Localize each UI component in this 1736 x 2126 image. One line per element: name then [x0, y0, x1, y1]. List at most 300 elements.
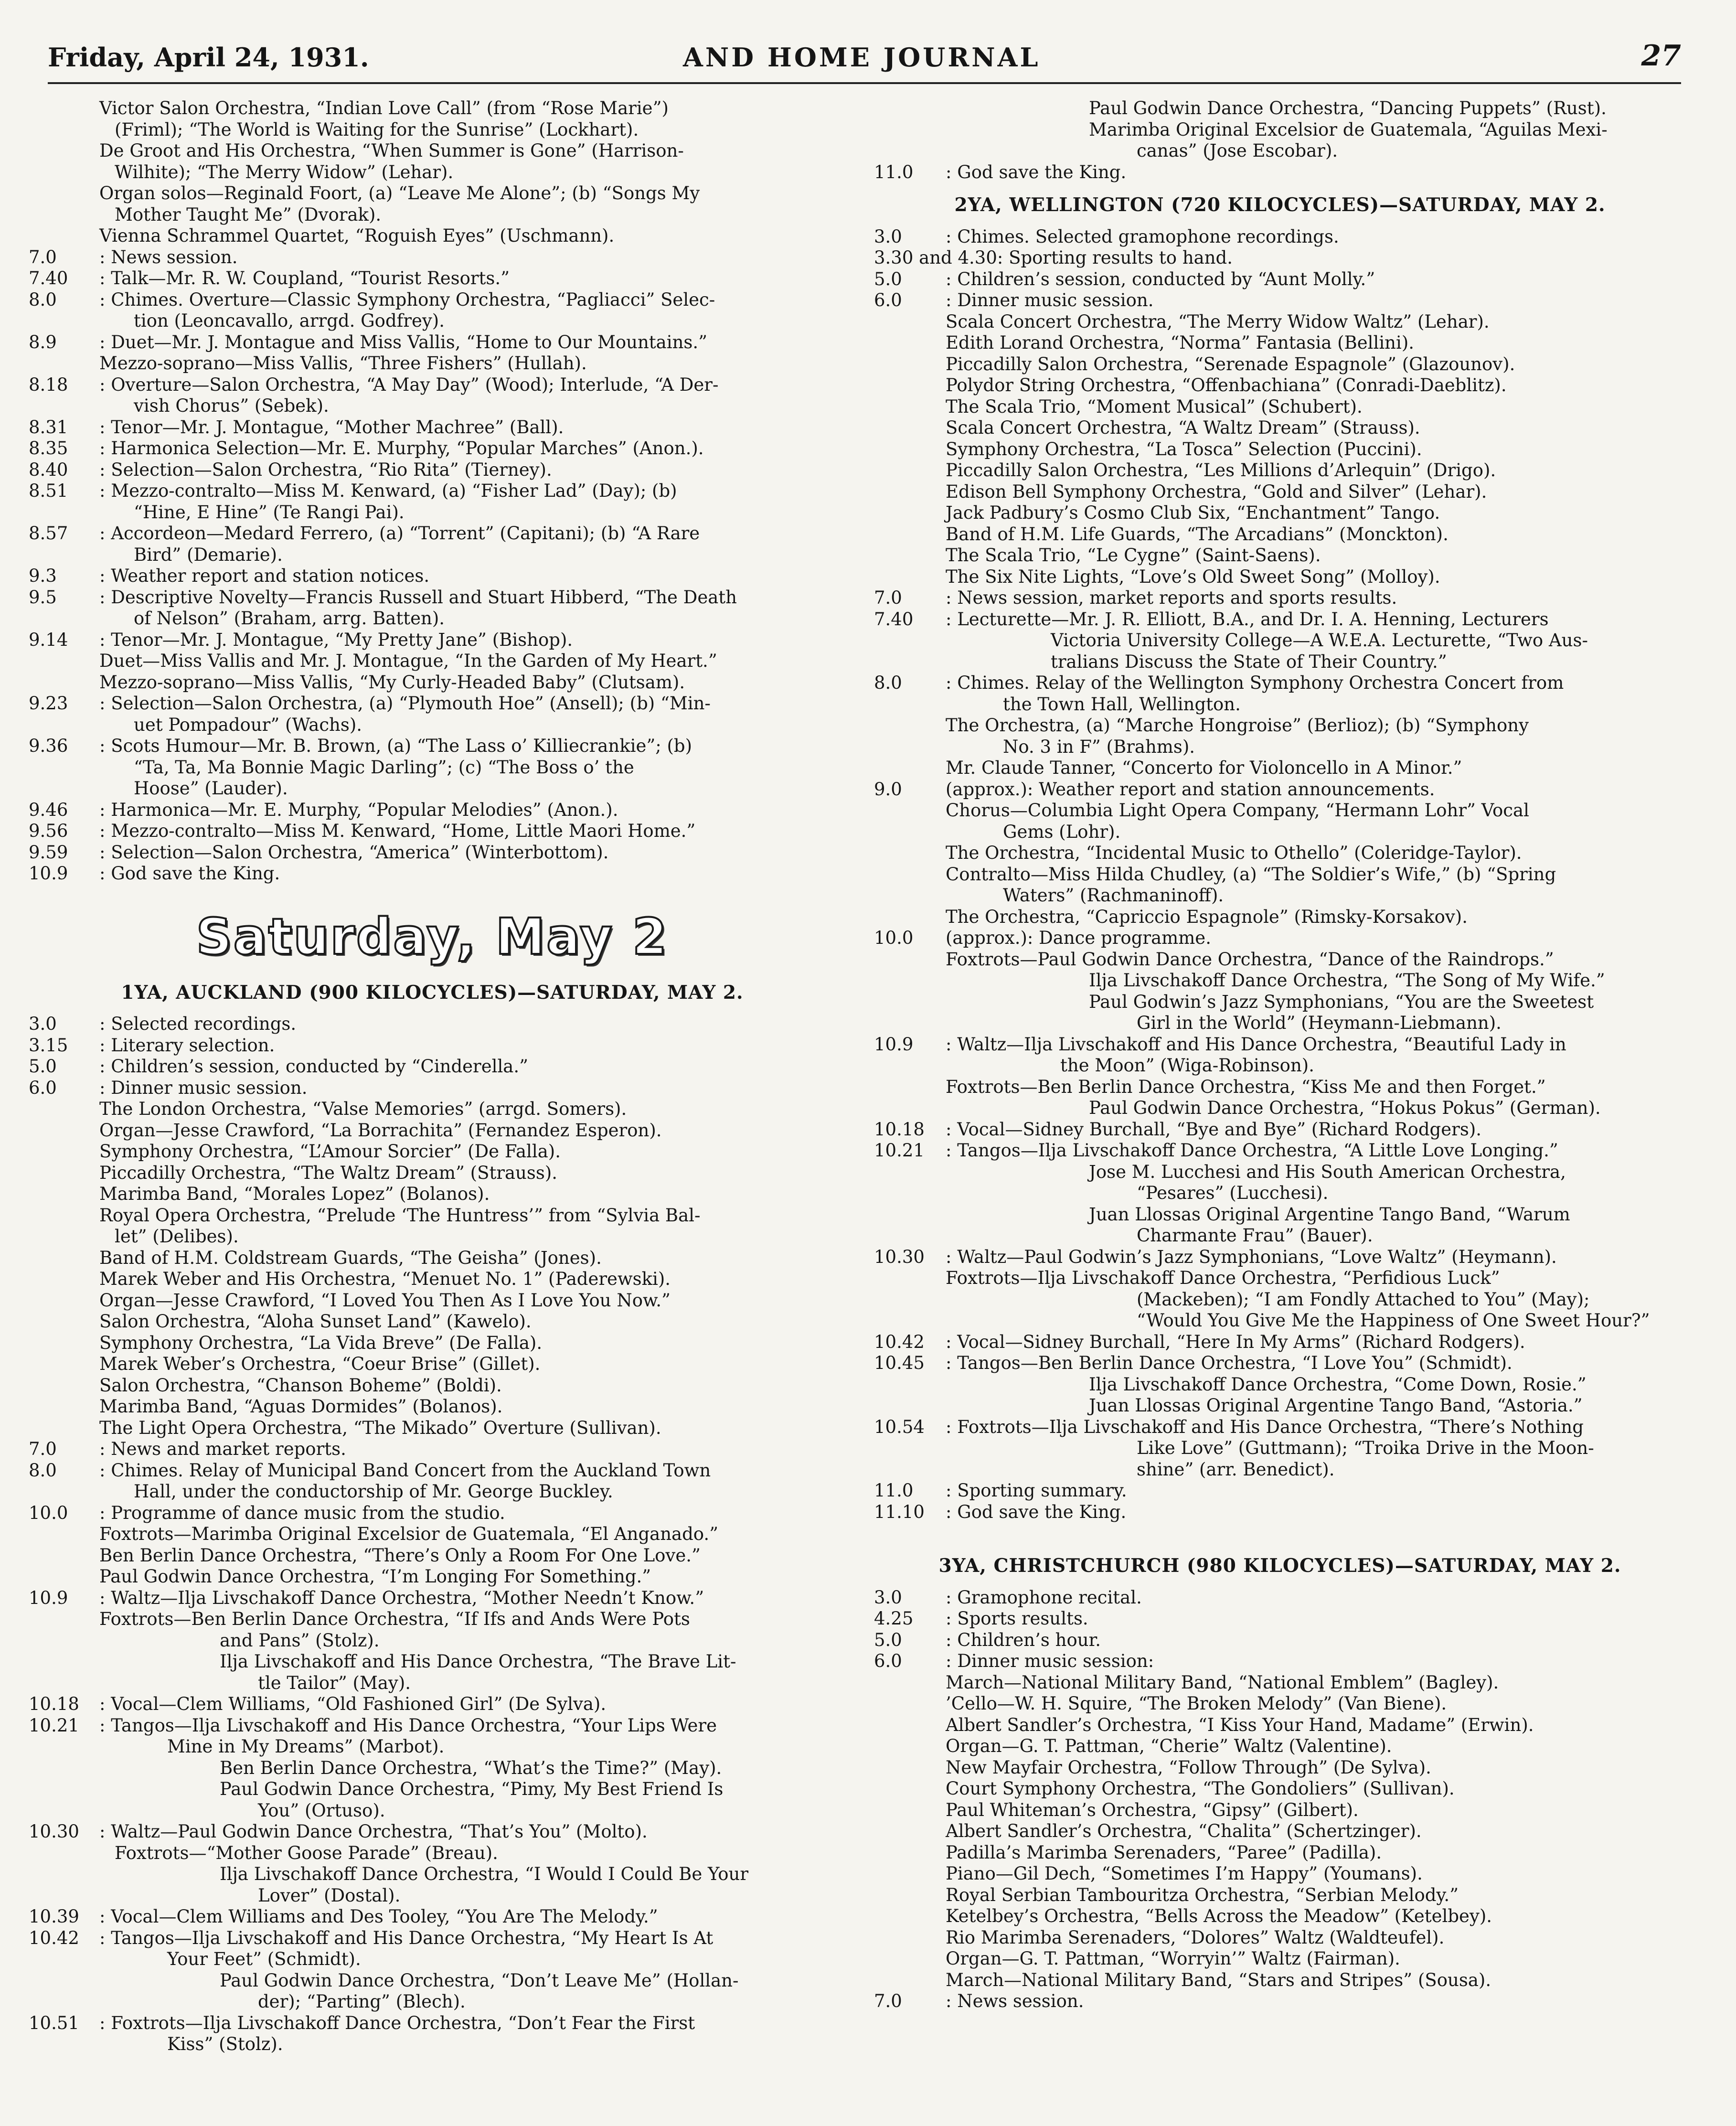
journal-title: AND HOME JOURNAL	[683, 42, 1041, 73]
programme-text: : Harmonica—Mr. E. Murphy, “Popular Melodies” (Anon.).	[99, 799, 618, 820]
programme-text: : Gramophone recital.	[946, 1587, 1142, 1608]
programme-text: March—National Military Band, “National Emblem” (Bagley).	[946, 1672, 1499, 1693]
programme-text: Ketelbey’s Orchestra, “Bells Across the Meadow” (Ketelbey).	[946, 1906, 1492, 1926]
programme-text: : Tangos—Ilja Livschakoff Dance Orchestra, “A Little Love Longing.”	[946, 1140, 1558, 1161]
programme-line	[874, 673, 1686, 694]
programme-time: 9.3	[29, 566, 57, 586]
section-gap	[874, 1523, 1686, 1544]
programme-text: The Scala Trio, “Moment Musical” (Schubert).	[946, 396, 1363, 417]
programme-time: 5.0	[29, 1056, 57, 1077]
programme-line	[29, 1311, 836, 1333]
programme-line	[874, 864, 1686, 886]
day-heading: Saturday, May 2	[196, 907, 669, 966]
programme-text: “Hine, E Hine” (Te Rangi Pai).	[134, 502, 405, 523]
programme-line	[29, 672, 836, 694]
programme-line	[29, 1609, 836, 1630]
programme-text: Paul Whiteman’s Orchestra, “Gipsy” (Gilbert).	[946, 1799, 1359, 1820]
page-number: 27	[1641, 39, 1681, 73]
programme-text: Foxtrots—“Mother Goose Parade” (Breau).	[115, 1842, 498, 1863]
programme-line	[29, 2034, 836, 2055]
programme-text: (approx.): Dance programme.	[946, 928, 1211, 948]
programme-text: Charmante Frau” (Bauer).	[1137, 1225, 1373, 1246]
programme-time: 11.0	[874, 161, 914, 182]
christchurch-listing	[874, 1587, 1686, 2012]
programme-text: Edison Bell Symphony Orchestra, “Gold and Silver” (Lehar).	[946, 481, 1487, 502]
programme-line	[874, 396, 1686, 418]
programme-text: : Sports results.	[946, 1608, 1088, 1629]
programme-line	[29, 1099, 836, 1120]
programme-time: 9.5	[29, 587, 57, 608]
programme-text: Hoose” (Lauder).	[134, 778, 288, 799]
programme-text: Royal Serbian Tambouritza Orchestra, “Serbian Melody.”	[946, 1884, 1459, 1905]
programme-line	[874, 609, 1686, 630]
programme-text: The Orchestra, (a) “Marche Hongroise” (Berlioz); (b) “Symphony	[946, 715, 1529, 736]
programme-line	[874, 1672, 1686, 1694]
programme-text: Symphony Orchestra, “La Tosca” Selection (Puccini).	[946, 438, 1422, 459]
programme-text: Paul Godwin Dance Orchestra, “Hokus Pokus” (German).	[1089, 1098, 1601, 1118]
programme-line	[874, 1225, 1686, 1247]
programme-text: Your Feet” (Schmidt).	[167, 1949, 361, 1969]
programme-line	[29, 1418, 836, 1439]
programme-text: : Selected recordings.	[99, 1014, 297, 1034]
programme-text: : Vocal—Sidney Burchall, “Bye and Bye” (Richard Rodgers).	[946, 1119, 1482, 1140]
programme-line	[29, 417, 836, 438]
programme-text: Organ—G. T. Pattman, “Worryin’” Waltz (Fairman).	[946, 1948, 1400, 1969]
programme-line	[29, 1078, 836, 1099]
programme-time: 8.0	[29, 289, 57, 310]
programme-text: : News session.	[99, 246, 238, 267]
programme-text: Like Love” (Guttmann); “Troika Drive in the Moon-	[1137, 1438, 1594, 1458]
programme-text: Rio Marimba Serenaders, “Dolores” Waltz (Waldteufel).	[946, 1927, 1445, 1948]
programme-text: Hall, under the conductorship of Mr. George Buckley.	[134, 1481, 613, 1502]
programme-time: 10.0	[874, 928, 914, 948]
programme-line	[874, 140, 1686, 162]
programme-line	[29, 395, 836, 417]
programme-text: Polydor String Orchestra, “Offenbachiana” (Conradi-Daeblitz).	[946, 375, 1507, 395]
programme-time: 10.30	[874, 1246, 925, 1267]
programme-line	[874, 1395, 1686, 1417]
programme-line	[29, 1800, 836, 1822]
programme-text: : Children’s session, conducted by “Cinderella.”	[99, 1056, 529, 1077]
programme-text: Albert Sandler’s Orchestra, “I Kiss Your Hand, Madame” (Erwin).	[946, 1714, 1534, 1735]
wellington-listing	[874, 226, 1686, 1523]
programme-line	[29, 1651, 836, 1673]
programme-text: : Dinner music session:	[946, 1651, 1154, 1671]
programme-text: Edith Lorand Orchestra, “Norma” Fantasia (Bellini).	[946, 332, 1415, 353]
programme-line	[874, 800, 1686, 822]
programme-line	[29, 1970, 836, 1992]
programme-text: canas” (Jose Escobar).	[1137, 140, 1338, 161]
programme-text: : Tenor—Mr. J. Montague, “My Pretty Jane” (Bishop).	[99, 629, 573, 650]
left-column	[29, 98, 836, 2055]
programme-line	[874, 694, 1686, 716]
programme-text: : Tangos—Ilja Livschakoff and His Dance Orchestra, “My Heart Is At	[99, 1927, 714, 1948]
programme-text: Scala Concert Orchestra, “The Merry Widow Waltz” (Lehar).	[946, 311, 1490, 332]
programme-text: Royal Opera Orchestra, “Prelude ‘The Huntress’” from “Sylvia Bal-	[99, 1205, 701, 1226]
programme-line	[874, 1438, 1686, 1459]
programme-text: : Duet—Mr. J. Montague and Miss Vallis, “Home to Our Mountains.”	[99, 331, 708, 353]
programme-time: 10.9	[874, 1034, 914, 1055]
programme-line	[874, 1289, 1686, 1311]
programme-line	[874, 98, 1686, 119]
programme-line	[29, 1630, 836, 1652]
programme-text: Marek Weber’s Orchestra, “Coeur Brise” (Gillet).	[99, 1354, 541, 1374]
programme-line	[29, 1821, 836, 1843]
programme-line	[874, 1587, 1686, 1609]
programme-text: Paul Godwin Dance Orchestra, “Dancing Puppets” (Rust).	[1089, 98, 1607, 118]
programme-text: Organ solos—Reginald Foort, (a) “Leave Me Alone”; (b) “Songs My	[99, 183, 700, 203]
programme-text: The Scala Trio, “Le Cygne” (Saint-Saens).	[946, 545, 1321, 566]
programme-line	[874, 1693, 1686, 1715]
programme-text: : God save the King.	[946, 1501, 1127, 1522]
programme-line	[29, 1906, 836, 1928]
programme-time: 7.0	[874, 1991, 902, 2011]
programme-line	[29, 1375, 836, 1397]
programme-line	[874, 247, 1686, 269]
programme-line	[874, 1055, 1686, 1077]
programme-time: 10.9	[29, 1587, 68, 1608]
programme-line	[29, 1588, 836, 1609]
programme-line	[874, 311, 1686, 333]
programme-line	[874, 907, 1686, 928]
programme-time: 8.40	[29, 459, 68, 480]
programme-text: Scala Concert Orchestra, “A Waltz Dream” (Strauss).	[946, 417, 1420, 438]
programme-text: Paul Godwin Dance Orchestra, “I’m Longing For Something.”	[99, 1566, 651, 1587]
programme-text: : Scots Humour—Mr. B. Brown, (a) “The Lass o’ Killiecrankie”; (b)	[99, 736, 692, 756]
programme-line	[874, 737, 1686, 758]
programme-time: 10.51	[29, 2012, 79, 2033]
programme-text: shine” (arr. Benedict).	[1137, 1459, 1335, 1480]
programme-text: (approx.): Weather report and station announcements.	[946, 779, 1435, 800]
programme-text: Marimba Band, “Morales Lopez” (Bolanos).	[99, 1184, 490, 1204]
programme-text: let” (Delibes).	[115, 1226, 239, 1247]
programme-text: “Would You Give Me the Happiness of One Sweet Hour?”	[1137, 1310, 1650, 1331]
programme-text: : Vocal—Clem Williams, “Old Fashioned Girl” (De Sylva).	[99, 1694, 607, 1714]
programme-line	[29, 2013, 836, 2034]
programme-line	[29, 1184, 836, 1205]
programme-line	[29, 1545, 836, 1567]
programme-line	[874, 375, 1686, 396]
programme-text: Juan Llossas Original Argentine Tango Band, “Astoria.”	[1089, 1395, 1583, 1416]
programme-text: : Sporting summary.	[946, 1480, 1127, 1501]
programme-text: (Mackeben); “I am Fondly Attached to You” (May);	[1137, 1289, 1590, 1310]
programme-line	[874, 524, 1686, 545]
programme-text: Organ—Jesse Crawford, “I Loved You Then As I Love You Now.”	[99, 1290, 671, 1311]
page-header	[48, 39, 1681, 80]
programme-line	[29, 1928, 836, 1949]
programme-line	[874, 1098, 1686, 1119]
programme-text: Waters” (Rachmaninoff).	[1003, 885, 1224, 906]
programme-text: : Chimes. Overture—Classic Symphony Orchestra, “Pagliacci” Selec-	[99, 289, 715, 310]
programme-line	[29, 1120, 836, 1142]
programme-line	[874, 1821, 1686, 1842]
programme-text: Symphony Orchestra, “L’Amour Sorcier” (De Falla).	[99, 1141, 561, 1162]
programme-line	[874, 652, 1686, 673]
programme-text: Lover” (Dostal).	[258, 1885, 401, 1906]
programme-time: 10.42	[874, 1331, 925, 1352]
programme-text: : Selection—Salon Orchestra, (a) “Plymouth Hoe” (Ansell); (b) “Min-	[99, 693, 711, 714]
programme-text: : Accordeon—Medard Ferrero, (a) “Torrent” (Capitani); (b) “A Rare	[99, 523, 700, 544]
programme-line	[874, 481, 1686, 503]
programme-text: : Tenor—Mr. J. Montague, “Mother Machree” (Ball).	[99, 417, 564, 438]
programme-line	[29, 1141, 836, 1163]
programme-line	[874, 1268, 1686, 1289]
programme-text: Paul Godwin Dance Orchestra, “Pimy, My Best Friend Is	[220, 1779, 724, 1799]
programme-text: Girl in the World” (Heymann-Liebmann).	[1137, 1013, 1502, 1033]
programme-line	[29, 523, 836, 545]
programme-line	[29, 1226, 836, 1248]
programme-text: : Selection—Salon Orchestra, “America” (Winterbottom).	[99, 842, 609, 863]
programme-text: : Children’s hour.	[946, 1629, 1101, 1650]
programme-line	[874, 715, 1686, 737]
programme-line	[29, 608, 836, 630]
programme-text: of Nelson” (Braham, arrg. Batten).	[134, 608, 445, 629]
programme-line	[29, 183, 836, 204]
programme-time: 11.0	[874, 1480, 914, 1501]
programme-line	[874, 1204, 1686, 1226]
programme-time: 10.45	[874, 1353, 925, 1373]
programme-line	[874, 1162, 1686, 1183]
programme-text: Mr. Claude Tanner, “Concerto for Violoncello in A Minor.”	[946, 758, 1462, 778]
programme-line	[29, 1354, 836, 1375]
programme-line	[29, 1736, 836, 1758]
programme-line	[29, 1949, 836, 1970]
programme-time: 8.0	[29, 1460, 57, 1481]
programme-line	[874, 545, 1686, 566]
programme-text: Jack Padbury’s Cosmo Club Six, “Enchantment” Tango.	[946, 502, 1440, 523]
programme-line	[29, 1694, 836, 1715]
programme-line	[29, 1333, 836, 1354]
programme-text: Court Symphony Orchestra, “The Gondoliers” (Sullivan).	[946, 1778, 1455, 1799]
programme-text: No. 3 in F” (Brahms).	[1003, 736, 1195, 757]
station-heading-wellington: 2YA, WELLINGTON (720 KILOCYCLES)—SATURDAY, MAY 2.	[954, 194, 1606, 216]
programme-line	[874, 417, 1686, 439]
programme-line	[29, 545, 836, 566]
programme-text: : Talk—Mr. R. W. Coupland, “Tourist Resorts.”	[99, 268, 510, 288]
programme-text: : Overture—Salon Orchestra, “A May Day” (Wood); Interlude, “A Der-	[99, 374, 719, 395]
programme-text: : Chimes. Selected gramophone recordings.	[946, 226, 1339, 247]
programme-line	[874, 162, 1686, 183]
station-heading-christchurch: 3YA, CHRISTCHURCH (980 KILOCYCLES)—SATURDAY, MAY 2.	[938, 1555, 1621, 1577]
programme-text: Foxtrots—Ben Berlin Dance Orchestra, “If Ifs and Ands Were Pots	[99, 1609, 690, 1629]
programme-time: 3.0	[874, 1587, 902, 1608]
programme-time: 10.0	[29, 1502, 68, 1523]
programme-text: : God save the King.	[946, 161, 1127, 182]
programme-time: 4.25	[874, 1608, 914, 1629]
programme-time: 10.54	[874, 1416, 925, 1437]
programme-line	[874, 290, 1686, 311]
programme-line	[29, 162, 836, 183]
programme-text: : Chimes. Relay of Municipal Band Concert from the Auckland Town	[99, 1460, 711, 1481]
programme-time: 9.0	[874, 779, 902, 800]
programme-line	[29, 1290, 836, 1312]
programme-time: 10.18	[874, 1119, 925, 1140]
programme-line	[874, 1183, 1686, 1204]
programme-text: Foxtrots—Marimba Original Excelsior de Guatemala, “El Anganado.”	[99, 1524, 719, 1544]
programme-text: De Groot and His Orchestra, “When Summer is Gone” (Harrison-	[99, 140, 684, 161]
programme-line	[874, 354, 1686, 375]
programme-line	[29, 289, 836, 311]
programme-text: Marimba Original Excelsior de Guatemala, “Aguilas Mexi-	[1089, 119, 1608, 140]
programme-time: 9.14	[29, 629, 68, 650]
programme-text: Piccadilly Salon Orchestra, “Serenade Espagnole” (Glazounov).	[946, 353, 1515, 374]
programme-time: 10.21	[29, 1715, 79, 1736]
programme-line	[29, 651, 836, 672]
programme-line	[874, 1459, 1686, 1481]
programme-line	[874, 460, 1686, 481]
programme-line	[29, 332, 836, 353]
programme-text: Marimba Band, “Aguas Dormides” (Bolanos).	[99, 1396, 503, 1417]
programme-line	[874, 758, 1686, 779]
programme-line	[29, 757, 836, 779]
programme-time: 5.0	[874, 268, 902, 289]
programme-text: : News and market reports.	[99, 1439, 346, 1459]
programme-line	[874, 1332, 1686, 1353]
programme-line	[874, 1757, 1686, 1779]
programme-line	[874, 1077, 1686, 1098]
programme-text: : Children’s session, conducted by “Aunt Molly.”	[946, 268, 1375, 289]
programme-line	[29, 268, 836, 289]
programme-line	[874, 1502, 1686, 1523]
programme-text: tralians Discuss the State of Their Country.”	[1051, 651, 1447, 672]
programme-time: 8.51	[29, 481, 68, 501]
programme-text: Salon Orchestra, “Chanson Boheme” (Boldi).	[99, 1375, 502, 1396]
programme-text: Wilhite); “The Merry Widow” (Lehar).	[115, 161, 454, 182]
programme-line	[29, 1566, 836, 1588]
programme-text: New Mayfair Orchestra, “Follow Through” (De Sylva).	[946, 1757, 1431, 1778]
programme-text: Mine in My Dreams” (Marbot).	[167, 1736, 445, 1757]
programme-text: Kiss” (Stolz).	[167, 2034, 283, 2054]
programme-time: 10.30	[29, 1821, 79, 1842]
programme-line	[874, 332, 1686, 354]
programme-line	[29, 587, 836, 609]
programme-text: Foxtrots—Paul Godwin Dance Orchestra, “Dance of the Raindrops.”	[946, 949, 1554, 970]
programme-text: : Vocal—Clem Williams and Des Tooley, “You Are The Melody.”	[99, 1906, 658, 1927]
programme-line	[874, 1608, 1686, 1630]
programme-text: : Dinner music session.	[99, 1077, 308, 1098]
programme-line	[874, 1374, 1686, 1396]
programme-line	[874, 1353, 1686, 1374]
programme-line	[874, 1480, 1686, 1502]
programme-line	[29, 566, 836, 587]
programme-text: Juan Llossas Original Argentine Tango Band, “Warum	[1089, 1204, 1570, 1225]
programme-text: The Light Opera Orchestra, “The Mikado” Overture (Sullivan).	[99, 1417, 661, 1438]
programme-line	[874, 1927, 1686, 1949]
programme-text: Foxtrots—Ilja Livschakoff Dance Orchestra, “Perfidious Luck”	[946, 1268, 1500, 1288]
programme-line	[874, 1948, 1686, 1970]
programme-text: : Tangos—Ben Berlin Dance Orchestra, “I Love You” (Schmidt).	[946, 1353, 1512, 1373]
programme-line	[874, 885, 1686, 907]
programme-text: Ilja Livschakoff Dance Orchestra, “I Would I Could Be Your	[220, 1864, 749, 1884]
programme-time: 7.40	[29, 268, 68, 288]
programme-text: : Mezzo-contralto—Miss M. Kenward, “Home, Little Maori Home.”	[99, 821, 696, 841]
programme-text: : Mezzo-contralto—Miss M. Kenward, (a) “Fisher Lad” (Day); (b)	[99, 481, 677, 501]
programme-text: vish Chorus” (Sebek).	[134, 395, 329, 416]
programme-line	[29, 247, 836, 268]
programme-time: 7.0	[29, 1439, 57, 1459]
programme-text: Organ—G. T. Pattman, “Cherie” Waltz (Valentine).	[946, 1736, 1392, 1756]
programme-line	[874, 1715, 1686, 1736]
programme-text: (Friml); “The World is Waiting for the Sunrise” (Lockhart).	[115, 119, 639, 140]
programme-line	[874, 1906, 1686, 1927]
programme-time: 10.18	[29, 1694, 79, 1714]
programme-text: : Waltz—Paul Godwin’s Jazz Symphonians, “Love Waltz” (Heymann).	[946, 1246, 1557, 1267]
programme-text: : Foxtrots—Ilja Livschakoff and His Dance Orchestra, “There’s Nothing	[946, 1416, 1584, 1437]
programme-time: 5.0	[874, 1629, 902, 1650]
programme-line	[29, 1779, 836, 1800]
programme-line	[29, 778, 836, 800]
programme-line	[29, 225, 836, 247]
programme-text: : Waltz—Paul Godwin Dance Orchestra, “That’s You” (Molto).	[99, 1821, 648, 1842]
programme-line	[874, 630, 1686, 652]
programme-line	[29, 1481, 836, 1503]
programme-line	[874, 1630, 1686, 1651]
programme-text: Piccadilly Orchestra, “The Waltz Dream” (Strauss).	[99, 1162, 558, 1183]
header-rule	[48, 82, 1681, 84]
programme-text: the Moon” (Wiga-Robinson).	[1060, 1055, 1314, 1076]
programme-text: Duet—Miss Vallis and Mr. J. Montague, “In the Garden of My Heart.”	[99, 651, 717, 671]
programme-line	[29, 1843, 836, 1864]
programme-text: Padilla’s Marimba Serenaders, “Paree” (Padilla).	[946, 1842, 1382, 1863]
programme-text: “Ta, Ta, Ma Bonnie Magic Darling”; (c) “The Boss o’ the	[134, 757, 634, 778]
programme-text: Ilja Livschakoff and His Dance Orchestra, “The Brave Lit-	[220, 1651, 736, 1672]
programme-time: 8.18	[29, 374, 68, 395]
programme-text: Ilja Livschakoff Dance Orchestra, “Come Down, Rosie.”	[1089, 1374, 1587, 1395]
programme-line	[874, 1140, 1686, 1162]
programme-time: 3.30 and 4.30	[874, 247, 997, 268]
programme-text: The Orchestra, “Capriccio Espagnole” (Rimsky-Korsakov).	[946, 906, 1468, 927]
programme-line	[874, 226, 1686, 248]
programme-text: : Weather report and station notices.	[99, 566, 430, 586]
programme-text: Band of H.M. Life Guards, “The Arcadians” (Monckton).	[946, 523, 1448, 545]
programme-text: : Sporting results to hand.	[997, 247, 1233, 268]
programme-text: : Literary selection.	[99, 1035, 275, 1056]
programme-text: : News session.	[946, 1991, 1084, 2011]
programme-line	[29, 438, 836, 459]
programme-line	[874, 1736, 1686, 1757]
programme-text: Ilja Livschakoff Dance Orchestra, “The Song of My Wife.”	[1089, 970, 1605, 991]
programme-time: 9.36	[29, 736, 68, 756]
programme-line	[29, 310, 836, 332]
programme-text: The Six Nite Lights, “Love’s Old Sweet Song” (Molloy).	[946, 566, 1440, 587]
programme-text: : Descriptive Novelty—Francis Russell and Stuart Hibberd, “The Death	[99, 587, 737, 608]
programme-text: Chorus—Columbia Light Opera Company, “Hermann Lohr” Vocal	[946, 800, 1529, 821]
programme-text: Victor Salon Orchestra, “Indian Love Call” (from “Rose Marie”)	[99, 98, 669, 118]
right-column	[874, 98, 1686, 2012]
programme-time: 10.39	[29, 1906, 79, 1927]
issue-date: Friday, April 24, 1931.	[48, 42, 369, 73]
programme-text: : Waltz—Ilja Livschakoff and His Dance Orchestra, “Beautiful Lady in	[946, 1034, 1566, 1055]
programme-text: You” (Ortuso).	[258, 1800, 385, 1821]
programme-text: March—National Military Band, “Stars and Stripes” (Sousa).	[946, 1969, 1491, 1990]
programme-line	[29, 1524, 836, 1545]
programme-time: 3.0	[874, 226, 902, 247]
programme-line	[29, 1991, 836, 2013]
programme-time: 7.0	[874, 588, 902, 608]
programme-line	[29, 863, 836, 885]
programme-time: 8.35	[29, 438, 68, 459]
programme-text: Piano—Gil Dech, “Sometimes I’m Happy” (Youmans).	[946, 1863, 1423, 1884]
programme-text: Foxtrots—Ben Berlin Dance Orchestra, “Kiss Me and then Forget.”	[946, 1076, 1546, 1097]
programme-line	[29, 1035, 836, 1057]
programme-text: uet Pompadour” (Wachs).	[134, 714, 362, 735]
programme-line	[29, 800, 836, 821]
programme-text: : Selection—Salon Orchestra, “Rio Rita” (Tierney).	[99, 459, 552, 480]
programme-line	[29, 693, 836, 715]
programme-line	[29, 459, 836, 481]
programme-time: 10.9	[29, 863, 68, 884]
programme-line	[874, 439, 1686, 460]
